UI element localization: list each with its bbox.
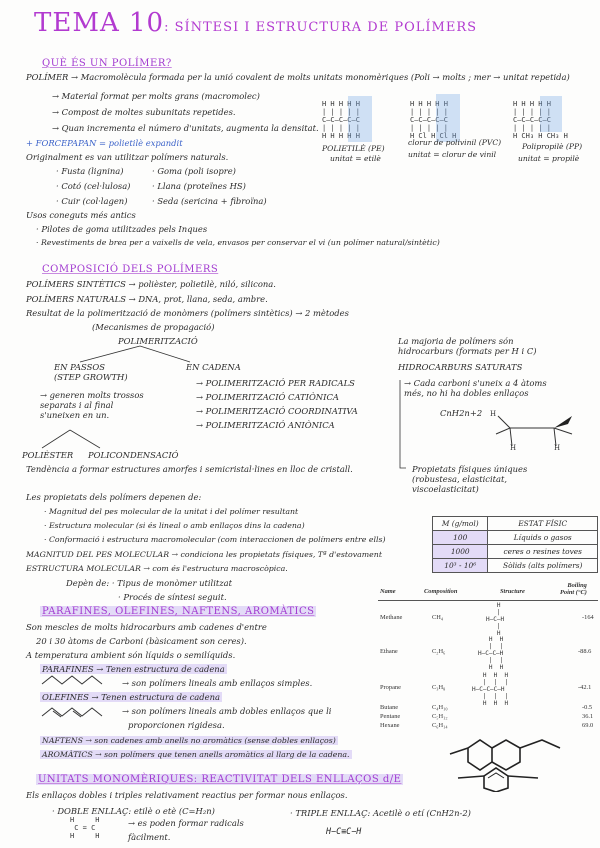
natural-1: · Fusta (lignina) [56, 166, 124, 176]
polymer-point-3: → Quan incrementa el número d'unitats, augmenta la densitat. [52, 123, 319, 133]
ethane-3d-sketch [488, 404, 580, 450]
alk-bp: 69.0 [582, 722, 594, 729]
step-growth-label: EN PASSOS (STEP GROWTH) [54, 362, 128, 382]
pp-structure: H H H H H | | | | | C—C—C—C—C | | | | | H CH₃ H CH₃ H [513, 100, 568, 140]
table-row: 10³ - 10⁶ Sòlids (alts polímers) [433, 559, 598, 573]
section-heading-what-is-polymer: QUÈ ÉS UN POLÍMER? [42, 58, 172, 69]
forcepapan-note: + FORCEPAPAN = polietilè expandit [26, 138, 183, 148]
olefins-def-2: → son polímers lineals amb dobles enllaços que li [122, 706, 332, 716]
alk-header-name: Name [380, 588, 396, 595]
ancient-use-1: · Pilotes de goma utilitzades pels Inques [36, 224, 208, 234]
polymerization-label: POLIMERITZACIÓ [118, 336, 198, 346]
chain-growth-label: EN CADENA [186, 362, 241, 372]
alk-header-structure: Structure [500, 588, 525, 595]
depend-3: · Conformació i estructura macromolecular (com interaccionen de polímers entre ells) [44, 535, 386, 544]
saturated-desc: → Cada carboni s'uneix a 4 àtoms més, no hi ha dobles enllaços [404, 378, 547, 398]
alk-name: Ethane [380, 648, 398, 655]
table-header-state: ESTAT FÍSIC [488, 517, 598, 531]
radicals-note-2: fàcilment. [128, 832, 171, 842]
saturated-hydrocarbons: HIDROCARBURS SATURATS [398, 362, 523, 372]
reactivity-desc: Els enllaços dobles i triples relativament reactius per formar nous enllaços. [26, 790, 348, 800]
natural-6: · Seda (sericina + fibroïna) [152, 196, 267, 206]
polyethylene-structure: H H H H H | | | | | C—C—C—C—C | | | | | H H H H H [322, 100, 360, 140]
double-bond: · DOBLE ENLLAÇ: etilè o etè (C=H₂n) [52, 806, 215, 816]
alk-header-bp: Boiling Point (°C) [560, 582, 587, 596]
alk-header-comp: Composition [424, 588, 458, 595]
table-header-m: M (g/mol) [433, 517, 488, 531]
molecular-structure: ESTRUCTURA MOLECULAR → com és l'estructura macroscòpica. [26, 564, 288, 573]
radicals-note: → es poden formar radicals [128, 818, 244, 828]
polycondensation-label: POLICONDENSACIÓ [88, 450, 179, 460]
natural-5: · Llana (proteïnes HS) [152, 181, 246, 191]
paraffin-zigzag [40, 672, 110, 688]
triple-bond: · TRIPLE ENLLAÇ: Acetilè o etí (CnH2n-2) [290, 808, 471, 818]
paraffins-def: PARAFINES → Tenen estructura de cadena [42, 664, 225, 674]
alk-bp: 36.1 [582, 713, 594, 720]
alk-comp: C₅H₁₂ [432, 713, 448, 720]
alk-name: Butane [380, 704, 399, 711]
naphthenes-def: NAFTENS → son cadenes amb anells no aromàtics (sense dobles enllaços) [42, 736, 336, 745]
pe-caption: POLIETILÈ (PE) [322, 144, 385, 153]
svg-text:H: H [510, 444, 517, 450]
propagation-mechanisms: (Mecanismes de propagació) [92, 322, 215, 332]
table-row: 100 Líquids o gasos [433, 531, 598, 545]
ring-structures [448, 728, 580, 792]
natural-2: · Cotó (cel·lulosa) [56, 181, 131, 191]
ancient-uses: Usos coneguts més antics [26, 210, 136, 220]
structure-depends: Depèn de: · Tipus de monòmer utilitzat [66, 578, 233, 588]
svg-text:H: H [490, 410, 497, 418]
ancient-use-2: · Revestiments de brea per a vaixells de vela, envasos per conservar el vi (un polímer natural/sintètic) [36, 238, 440, 247]
pp-unit: unitat = propilè [518, 154, 580, 163]
methane-structure: H | H—C—H | H [486, 602, 505, 637]
table-row: 1000 ceres o resines toves [433, 545, 598, 559]
alk-name: Propane [380, 684, 401, 691]
ethane-structure: H H | | H—C—C—H | | H H [478, 636, 504, 671]
ethylene-structure: H H C = C H H [70, 816, 100, 840]
alk-comp: C₂H₆ [432, 648, 446, 655]
pp-highlight [540, 96, 562, 132]
alk-name: Pentane [380, 713, 401, 720]
bracket-line [394, 380, 408, 472]
alk-comp: C₆H₁₄ [432, 722, 448, 729]
polymer-point-2: → Compost de moltes subunitats repetides. [52, 107, 236, 117]
chain-coordinative: → POLIMERITZACIÓ COORDINATIVA [196, 406, 358, 416]
alkane-formula: CnH2n+2 [440, 408, 483, 418]
alk-name: Methane [380, 614, 403, 621]
pvc-unit: unitat = clorur de vinil [408, 150, 497, 159]
natural-3: · Cuir (col·lagen) [56, 196, 128, 206]
alk-bp: -88.6 [578, 648, 592, 655]
synthetic-polymers: POLÍMERS SINTÈTICS → polièster, polietilè, niló, silicona. [26, 279, 276, 289]
paraffins-def-2: → son polímers lineals amb enllaços simples. [122, 678, 313, 688]
natural-4: · Goma (poli isopre) [152, 166, 236, 176]
step-growth-desc: → generen molts trossos separats i al final s'uneixen en un. [40, 390, 144, 420]
step-branch-lines [30, 428, 140, 452]
pe-unit: unitat = etilè [330, 154, 381, 163]
alk-bp: -164 [582, 614, 594, 621]
synthesis-process: · Procés de síntesi seguit. [118, 592, 227, 602]
polymerization-methods: Resultat de la polimerització de monòmers (polímers sintètics) → 2 mètodes [26, 308, 349, 318]
pvc-structure: H H H H H | | | | | C—C—C—C—C | | | | | H Cl H Cl H [410, 100, 457, 140]
amorphous-tendency: Tendència a formar estructures amorfes i semicristal·lines en lloc de cristall. [26, 464, 353, 474]
section-heading-paraffins: PARAFINES, OLEFINES, NAFTENS, AROMÀTICS [42, 606, 315, 617]
alk-comp: CH₄ [432, 614, 444, 621]
paraffins-desc-1: Son mescles de molts hidrocarburs amb cadenes d'entre [26, 622, 267, 632]
depend-1: · Magnitud del pes molecular de la unitat i del polímer resultant [44, 507, 299, 516]
polymer-definition: POLÍMER → Macromolècula formada per la unió covalent de molts unitats monomèriques (Poli → molts ; mer → unitat repetida) [26, 72, 570, 82]
section-heading-monomeric-units: UNITATS MONOMÈRIQUES: REACTIVITAT DELS ENLLAÇOS d/E [38, 774, 402, 785]
propane-structure: H H H | | | H—C—C—C—H | | | H H H [472, 672, 509, 707]
molecular-weight-table [432, 516, 598, 573]
natural-polymers: POLÍMERS NATURALS → DNA, prot, llana, seda, ambre. [26, 294, 268, 304]
alk-name: Hexane [380, 722, 400, 729]
olefin-zigzag [40, 704, 120, 720]
depend-2: · Estructura molecular (si és lineal o amb enllaços dins la cadena) [44, 521, 305, 530]
aromatics-def: AROMÀTICS → son polímers que tenen anells aromàtics al llarg de la cadena. [42, 750, 350, 759]
pe-highlight [348, 96, 372, 142]
polymer-point-1: → Material format per molts grans (macromolec) [52, 91, 260, 101]
pvc-highlight [436, 94, 460, 142]
paraffins-desc-3: A temperatura ambient són líquids o semilíquids. [26, 650, 236, 660]
alk-bp: -0.5 [582, 704, 593, 711]
properties-depend: Les propietats dels polímers depenen de: [26, 492, 202, 502]
page-title: TEMA 10: SÍNTESI I ESTRUCTURA DE POLÍMERS [34, 8, 478, 38]
chain-radical: → POLIMERITZACIÓ PER RADICALS [196, 378, 355, 388]
natural-polymers-intro: Originalment es van utilitzar polímers naturals. [26, 152, 229, 162]
hydrocarbons-note: La majoria de polímers són hidrocarburs (formats per H i C) [398, 336, 537, 356]
olefins-def-3: proporcionen rigidesa. [128, 720, 225, 730]
alk-bp: -42.1 [578, 684, 592, 691]
pp-caption: Polipropilè (PP) [522, 142, 583, 151]
chain-anionic: → POLIMERITZACIÓ ANIÒNICA [196, 420, 335, 430]
polyester-label: POLIÈSTER [22, 450, 74, 460]
section-heading-composition: COMPOSICIÓ DELS POLÍMERS [42, 264, 219, 275]
alk-comp: C₄H₁₀ [432, 704, 448, 711]
acetylene-structure: H−C≡C−H [326, 826, 362, 836]
chain-cationic: → POLIMERITZACIÓ CATIÒNICA [196, 392, 339, 402]
molecular-weight: MAGNITUD DEL PES MOLECULAR → condiciona les propietats físiques, Tª d'estovament [26, 550, 382, 559]
paraffins-desc-2: 20 i 30 àtoms de Carboni (bàsicament son ceres). [36, 636, 247, 646]
olefins-def: OLEFINES → Tenen estructura de cadena [42, 692, 220, 702]
alk-comp: C₃H₈ [432, 684, 446, 691]
pvc-caption: clorur de polivinil (PVC) [408, 138, 502, 147]
svg-text:H: H [554, 444, 561, 450]
unique-properties: Propietats físiques úniques (robustesa, elasticitat, viscoelasticitat) [412, 464, 528, 494]
